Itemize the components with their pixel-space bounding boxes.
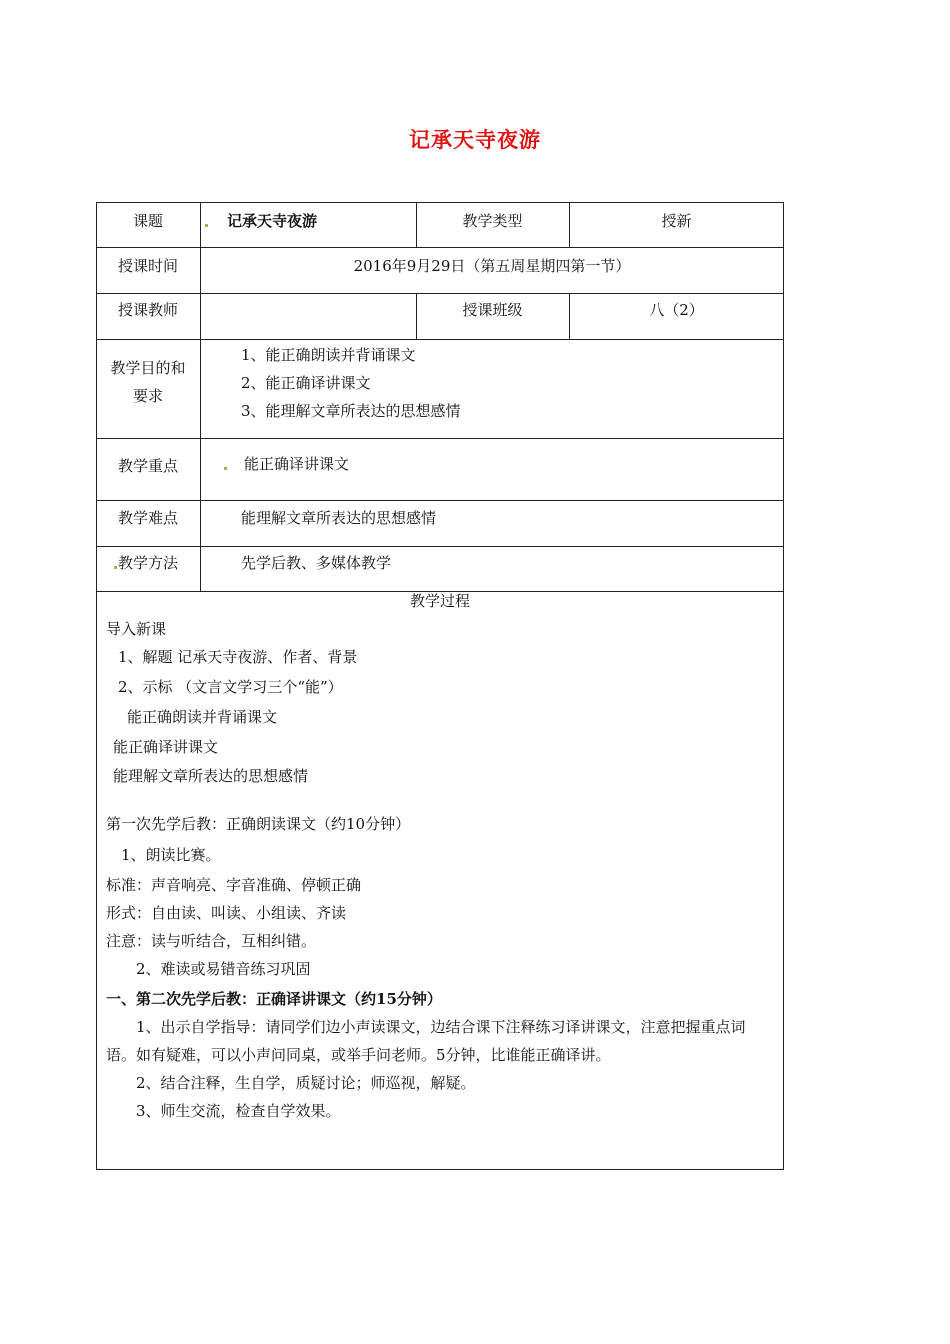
- label-goals-line2: 要求: [132, 387, 163, 405]
- process-paragraph: 1、出示自学指导：请同学们边小声读课文，边结合课下注释练习译讲课文，注意把握重点词语。如有疑难，可以小声问同桌，或举手问老师。5分钟，比谁能正确译讲。: [106, 1018, 746, 1064]
- label-key-point: 教学重点: [117, 457, 178, 475]
- speck-mark: [224, 467, 227, 470]
- label-time: 授课时间: [117, 257, 178, 275]
- process-paragraph: 2、结合注释，生自学，质疑讨论；师巡视，解疑。: [136, 1074, 476, 1092]
- label-class: 授课班级: [462, 301, 523, 319]
- method-value: 先学后教、多媒体教学: [241, 554, 392, 572]
- label-teacher: 授课教师: [117, 301, 178, 319]
- process-line: 第一次先学后教：正确朗读课文（约10分钟）: [106, 815, 411, 833]
- process-line: 标准：声音响亮、字音准确、停顿正确: [106, 876, 362, 894]
- process-line: 2、难读或易错音练习巩固: [136, 960, 311, 978]
- goal-item: 1、能正确朗读并背诵课文: [241, 346, 416, 364]
- process-line: 能正确朗读并背诵课文: [127, 708, 278, 726]
- process-line: 能理解文章所表达的思想感情: [113, 767, 309, 785]
- label-difficulty: 教学难点: [117, 509, 178, 527]
- topic-value: 记承天寺夜游: [227, 212, 318, 230]
- label-topic: 课题: [132, 212, 163, 230]
- process-line: 1、解题 记承天寺夜游、作者、背景: [118, 648, 358, 666]
- process-heading: 教学过程: [409, 592, 470, 610]
- time-value: 2016年9月29日（第五周星期四第一节）: [353, 257, 631, 275]
- process-line: 导入新课: [106, 620, 167, 638]
- process-line: 注意：读与听结合，互相纠错。: [106, 932, 317, 950]
- label-goals-line1: 教学目的和: [110, 359, 186, 377]
- section-heading: 一、第二次先学后教：正确译讲课文（约15分钟）: [106, 990, 442, 1008]
- difficulty-value: 能理解文章所表达的思想感情: [241, 509, 437, 527]
- process-line: 2、示标 （文言文学习三个“能”）: [118, 678, 343, 696]
- process-paragraph: 3、师生交流，检查自学效果。: [136, 1102, 341, 1120]
- process-line: 形式：自由读、叫读、小组读、齐读: [106, 904, 347, 922]
- key-point-value: 能正确译讲课文: [244, 455, 350, 473]
- label-type: 教学类型: [462, 212, 523, 230]
- type-value: 授新: [661, 212, 692, 230]
- goal-item: 2、能正确译讲课文: [241, 374, 371, 392]
- document-title: 记承天寺夜游: [409, 127, 541, 152]
- process-line: 能正确译讲课文: [113, 738, 219, 756]
- speck-mark: [205, 224, 208, 227]
- goal-item: 3、能理解文章所表达的思想感情: [241, 402, 461, 420]
- label-method: 教学方法: [117, 554, 178, 572]
- class-value: 八（2）: [649, 301, 704, 319]
- process-line: 1、朗读比赛。: [121, 846, 221, 864]
